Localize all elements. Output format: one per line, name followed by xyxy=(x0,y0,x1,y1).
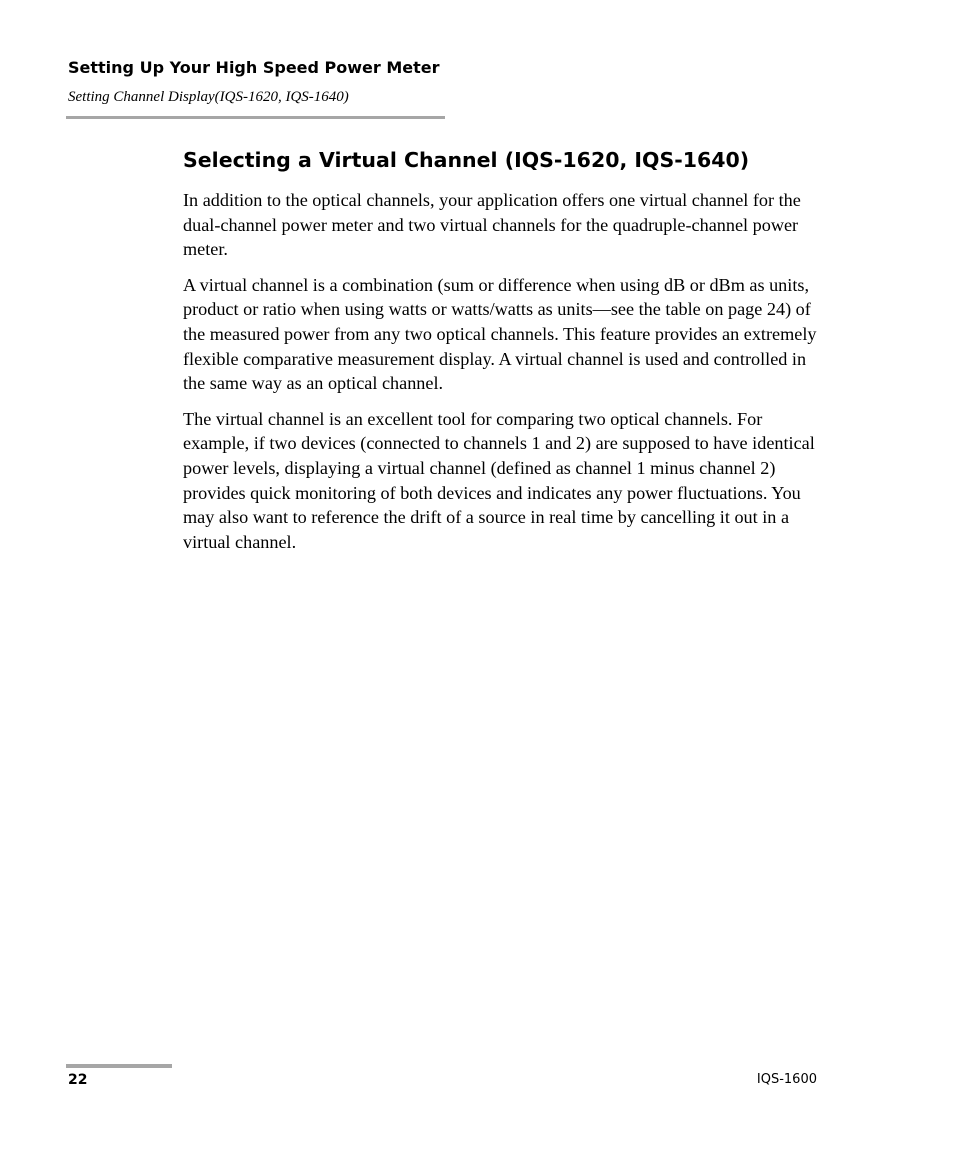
section-heading: Selecting a Virtual Channel (IQS-1620, IQS-1640) xyxy=(183,148,750,172)
footer-product-name: IQS-1600 xyxy=(756,1072,817,1087)
body-paragraph-1: In addition to the optical channels, your application offers one virtual channel for the dual-channel power meter and two virtual channels for the quadruple-channel power meter. xyxy=(183,190,801,260)
section-body xyxy=(183,188,823,565)
body-paragraph-3: The virtual channel is an excellent tool for comparing two optical channels. For example, if two devices (connected to channels 1 and 2) are supposed to have identical power levels, displaying a virtual channel (defined as channel 1 minus channel 2) provides quick monitoring of both devices and indicates any power fluctuations. You may also want to reference the drift of a source in real time by cancelling it out in a virtual channel. xyxy=(183,408,815,552)
footer-divider xyxy=(66,1064,172,1068)
page-number: 22 xyxy=(68,1072,88,1088)
header-divider xyxy=(66,116,445,119)
body-paragraph-2: A virtual channel is a combination (sum or difference when using dB or dBm as units, product or ratio when using watts or watts/watts as units—see the table on page 24) of the measured power from any two optical channels. This feature provides an extremely flexible comparative measurement display. A virtual channel is used and controlled in the same way as an optical channel. xyxy=(183,274,817,394)
running-header-subtitle: Setting Channel Display(IQS-1620, IQS-1640) xyxy=(68,89,349,105)
running-header-title: Setting Up Your High Speed Power Meter xyxy=(68,58,440,77)
